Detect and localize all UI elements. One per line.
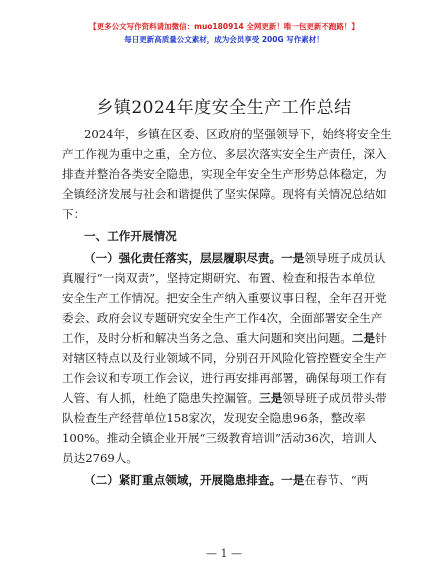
intro-line: 产工作视为重中之重，全方位、多层次落实安全生产责任，深入 bbox=[62, 147, 387, 161]
text: 针 bbox=[375, 331, 387, 345]
paragraph-line: 工作会议和专项工作会议，进行再安排再部署，确保每项工作有 bbox=[62, 371, 387, 385]
intro-line: 下： bbox=[62, 207, 86, 221]
promo-line-2: 每日更新高质量公文素材，成为会员享受 200G 写作素材！ bbox=[124, 35, 324, 44]
marker: 一是 bbox=[281, 473, 305, 487]
paragraph-line: 委会、政府会议专题研究安全生产工作4次，全面部署安全生产 bbox=[62, 311, 383, 325]
text: 领导班子成员带头带 bbox=[282, 391, 387, 405]
paragraph-line: 员达2769人。 bbox=[62, 451, 138, 465]
paragraph-line: 队检查生产经营单位158家次，发现安全隐患96条，整改率 bbox=[62, 411, 366, 425]
marker: 二是 bbox=[351, 331, 376, 345]
text: 人管、有人抓，杜绝了隐患失控漏管。 bbox=[62, 391, 260, 405]
paragraph-line: 安全生产工作情况。把安全生产纳入重要议事日程，全年召开党 bbox=[62, 291, 387, 305]
text: 工作，及时分析和解决当务之急、重大问题和突出问题。 bbox=[62, 331, 352, 345]
intro-line: 全镇经济发展与社会和谐提供了坚实保障。现将有关情况总结如 bbox=[62, 187, 387, 201]
section-heading: 一、工作开展情况 bbox=[84, 229, 177, 243]
intro-line: 排查并整治各类安全隐患，实现全年安全生产形势总体稳定，为 bbox=[62, 167, 387, 181]
paragraph-line bbox=[62, 390, 387, 406]
page-number: — 1 — bbox=[206, 547, 242, 560]
paragraph-line: 对辖区特点以及行业领域不同，分别召开风险化管控暨安全生产 bbox=[62, 351, 387, 365]
document-title: 乡镇2024年度安全生产工作总结 bbox=[96, 98, 352, 118]
text: 领导班子成员认 bbox=[304, 251, 386, 265]
intro-line: 2024年，乡镇在区委、区政府的坚强领导下，始终将安全生 bbox=[84, 127, 392, 141]
paragraph-line: 真履行“一岗双责”，坚持定期研究、布置、检查和报告本单位 bbox=[62, 271, 376, 285]
subheading: （一）强化责任落实，层层履职尽责。 bbox=[84, 251, 282, 265]
paragraph-line bbox=[62, 330, 387, 346]
marker: 一是 bbox=[281, 251, 305, 265]
paragraph-line bbox=[84, 250, 385, 266]
paragraph-line: 100%。推动全镇企业开展“三级教育培训”活动36次，培训人 bbox=[62, 431, 377, 445]
marker: 三是 bbox=[259, 391, 283, 405]
subheading: （二）紧盯重点领域，开展隐患排查。 bbox=[84, 473, 282, 487]
paragraph-line bbox=[84, 472, 368, 488]
text: 在春节、“两 bbox=[304, 473, 369, 487]
promo-line-1: 【更多公文写作资料请加微信：muo180914 全网更新！唯一包更新不跑路！】 bbox=[89, 22, 359, 31]
